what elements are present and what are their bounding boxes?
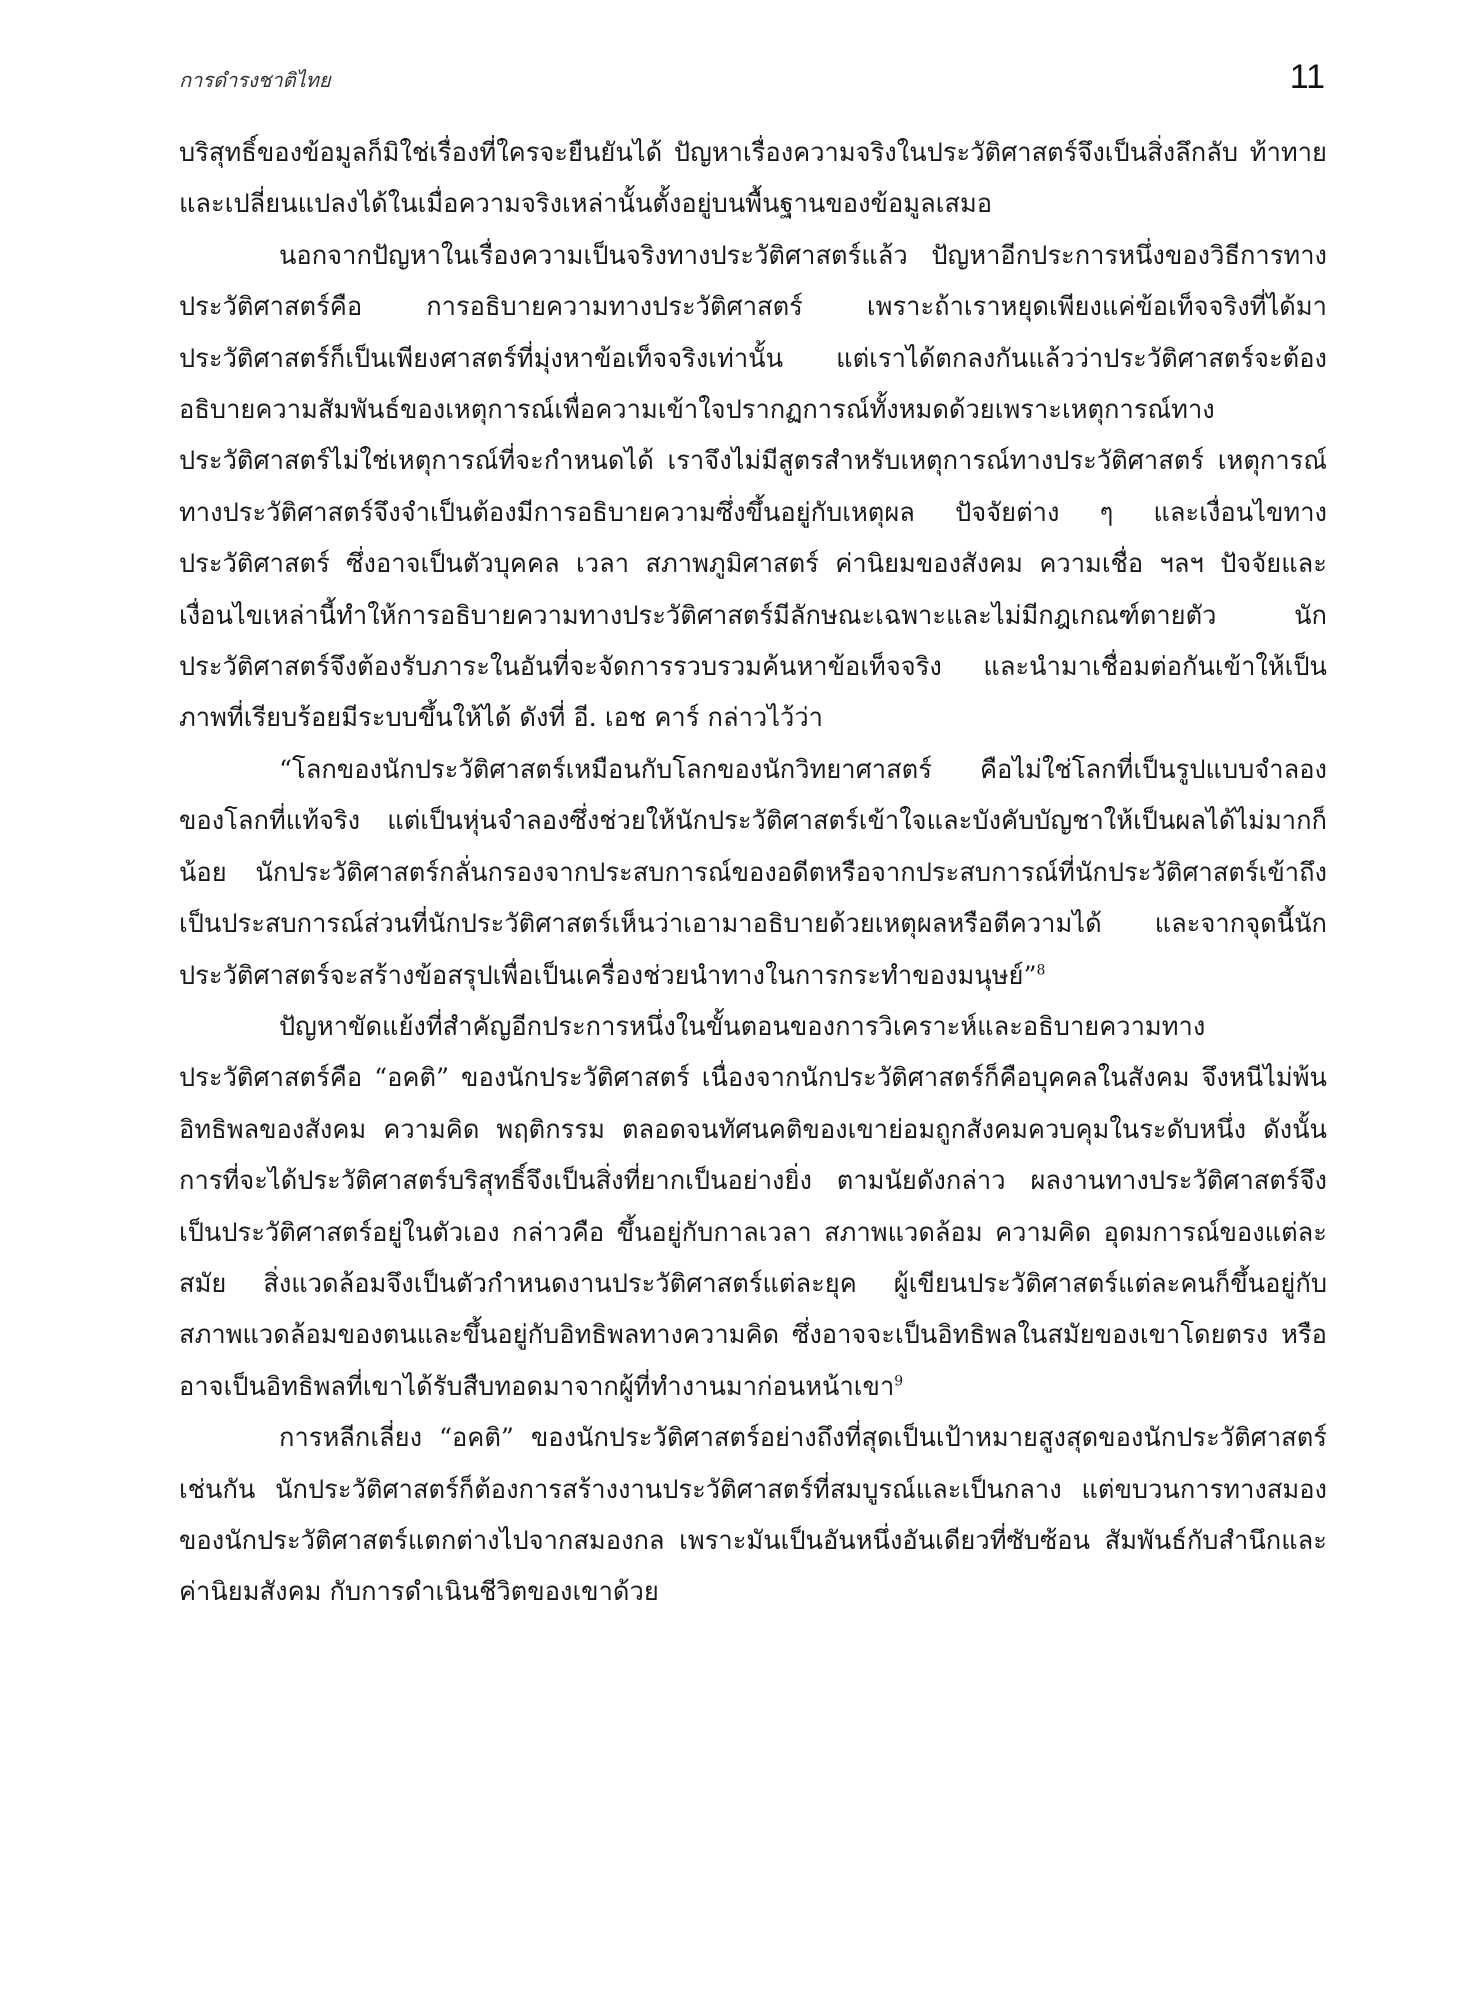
running-header-title: การดำรงชาติไทย [179,68,331,92]
paragraph-quotation [179,745,1327,1002]
paragraph-text: ปัญหาขัดแย้งที่สำคัญอีกประการหนึ่งในขั้นตอนของการวิเคราะห์และอธิบายความทางประวัติศาสตร์คือ “อคติ” ของนักประวัติศาสตร์ เนื่องจากนักประวัติศาสตร์ก็คือบุคคลในสังคม จึงหนีไม่พ้นอิทธิพลของสังคม ความคิด พฤติกรรม ตลอดจนทัศนคติของเขาย่อมถูกสังคมควบคุมในระดับหนึ่ง ดังนั้น การที่จะได้ประวัติศาสตร์บริสุทธิ์จึงเป็นสิ่งที่ยากเป็นอย่างยิ่ง ตามนัยดังกล่าว ผลงานทางประวัติศาสตร์จึงเป็นประวัติศาสตร์อยู่ในตัวเอง กล่าวคือ ขึ้นอยู่กับกาลเวลา สภาพแวดล้อม ความคิด อุดมการณ์ของแต่ละสมัย สิ่งแวดล้อมจึงเป็นตัวกำหนดงานประวัติศาสตร์แต่ละยุค ผู้เขียนประวัติศาสตร์แต่ละคนก็ขึ้นอยู่กับสภาพแวดล้อมของตนและขึ้นอยู่กับอิทธิพลทางความคิด ซึ่งอาจจะเป็นอิทธิพลในสมัยของเขาโดยตรง หรืออาจเป็นอิทธิพลที่เขาได้รับสืบทอดมาจากผู้ที่ทำงานมาก่อนหน้าเขา [179,1011,1327,1402]
paragraph-text: บริสุทธิ์ของข้อมูลก็มิใช่เรื่องที่ใครจะยืนยันได้ ปัญหาเรื่องความจริงในประวัติศาสตร์จึงเป็นสิ่งลึกลับ ท้าทาย และเปลี่ยนแปลงได้ในเมื่อความจริงเหล่านั้นตั้งอยู่บนพื้นฐานของข้อมูลเสมอ [179,138,1327,220]
paragraph-text: “โลกของนักประวัติศาสตร์เหมือนกับโลกของนักวิทยาศาสตร์ คือไม่ใช่โลกที่เป็นรูปแบบจำลองของโลกที่แท้จริง แต่เป็นหุ่นจำลองซึ่งช่วยให้นักประวัติศาสตร์เข้าใจและบังคับบัญชาให้เป็นผลได้ไม่มากก็น้อย นักประวัติศาสตร์กลั่นกรองจากประสบการณ์ของอดีตหรือจากประสบการณ์ที่นักประวัติศาสตร์เข้าถึง เป็นประสบการณ์ส่วนที่นักประวัติศาสตร์เห็นว่าเอามาอธิบายด้วยเหตุผลหรือตีความได้ และจากจุดนี้นักประวัติศาสตร์จะสร้างข้อสรุปเพื่อเป็นเครื่องช่วยนำทางในการกระทำของมนุษย์” [179,754,1327,991]
footnote-marker: 8 [1036,962,1046,978]
paragraph-bias [179,1002,1327,1413]
paragraph-avoiding-bias [179,1413,1327,1619]
paragraph-text: นอกจากปัญหาในเรื่องความเป็นจริงทางประวัติศาสตร์แล้ว ปัญหาอีกประการหนึ่งของวิธีการทางประวัติศาสตร์คือ การอธิบายความทางประวัติศาสตร์ เพราะถ้าเราหยุดเพียงแค่ข้อเท็จจริงที่ได้มา ประวัติศาสตร์ก็เป็นเพียงศาสตร์ที่มุ่งหาข้อเท็จจริงเท่านั้น แต่เราได้ตกลงกันแล้วว่าประวัติศาสตร์จะต้องอธิบายความสัมพันธ์ของเหตุการณ์เพื่อความเข้าใจปรากฏการณ์ทั้งหมดด้วยเพราะเหตุการณ์ทางประวัติศาสตร์ไม่ใช่เหตุการณ์ที่จะกำหนดได้ เราจึงไม่มีสูตรสำหรับเหตุการณ์ทางประวัติศาสตร์ เหตุการณ์ทางประวัติศาสตร์จึงจำเป็นต้องมีการอธิบายความซึ่งขึ้นอยู่กับเหตุผล ปัจจัยต่าง ๆ และเงื่อนไขทางประวัติศาสตร์ ซึ่งอาจเป็นตัวบุคคล เวลา สภาพภูมิศาสตร์ ค่านิยมของสังคม ความเชื่อ ฯลฯ ปัจจัยและเงื่อนไขเหล่านี้ทำให้การอธิบายความทางประวัติศาสตร์มีลักษณะเฉพาะและไม่มีกฎเกณฑ์ตายตัว นักประวัติศาสตร์จึงต้องรับภาระในอันที่จะจัดการรวบรวมค้นหาข้อเท็จจริง และนำมาเชื่อมต่อกันเข้าให้เป็นภาพที่เรียบร้อยมีระบบขึ้นให้ได้ ดังที่ อี. เอช คาร์ กล่าวไว้ว่า [179,240,1327,734]
footnote-marker: 9 [894,1373,904,1390]
paragraph-text: การหลีกเลี่ยง “อคติ” ของนักประวัติศาสตร์อย่างถึงที่สุดเป็นเป้าหมายสูงสุดของนักประวัติศาสตร์เช่นกัน นักประวัติศาสตร์ก็ต้องการสร้างงานประวัติศาสตร์ที่สมบูรณ์และเป็นกลาง แต่ขบวนการทางสมองของนักประวัติศาสตร์แตกต่างไปจากสมองกล เพราะมันเป็นอันหนึ่งอันเดียวที่ซับซ้อน สัมพันธ์กับสำนึกและค่านิยมสังคม กับการดำเนินชีวิตของเขาด้วย [179,1423,1327,1608]
body-text [179,128,1327,1619]
page-number: 11 [1289,58,1325,96]
paragraph-continuation [179,128,1327,231]
paragraph-historical-explanation [179,231,1327,745]
